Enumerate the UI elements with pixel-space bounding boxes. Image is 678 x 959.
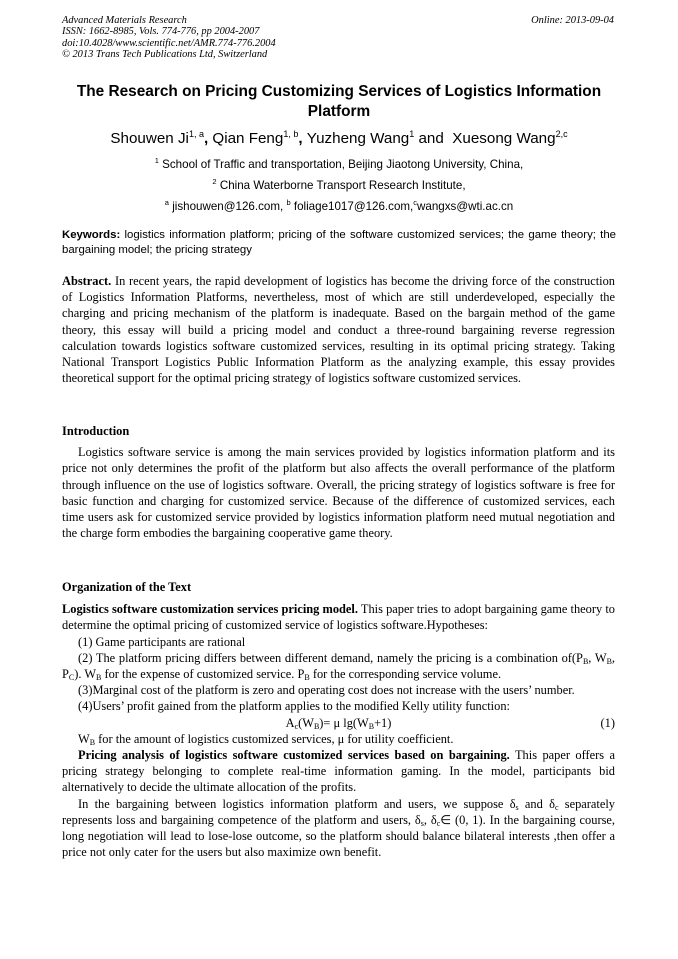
organization-heading: Organization of the Text [62,580,192,594]
email-text: jishouwen@126.com, [172,200,284,213]
author-sup: 1 [409,129,415,139]
affiliation-text: China Waterborne Transport Research Institute, [219,179,466,192]
organization-section [62,579,615,860]
author-name: Yuzheng Wang [306,130,410,147]
hypothesis-1: (1) Game participants are rational [78,634,246,649]
model-paragraph [62,601,615,633]
analysis-text: This paper offers a pricing strategy belonging to complete real-time information gaming. In the model, participants bid alternatively to decide the ultimate allocation of the profits. [62,748,616,795]
abstract-label: Abstract. [62,274,112,288]
author-name: Shouwen Ji [110,130,189,147]
doi-line: doi:10.4028/www.scientific.net/AMR.774-776.2004 [62,37,276,49]
author-sup: 1, b [283,129,299,139]
affiliation-1 [62,157,616,173]
author-name: Xuesong Wang [452,130,556,147]
email-line [62,199,616,215]
abstract [62,273,615,386]
affiliation-text: School of Traffic and transportation, Beijing Jiaotong University, China, [162,158,524,171]
bargaining-paragraph: In the bargaining between logistics information platform and users, we suppose $\delta_s$ and $\delta_c$ separately represents loss and bargaining competence of the platform and users, $\delta_s$, $\delta_c\in$ (0, 1). In the bargaining course, long negotiation will lead to lose-lose outcome, so the platform should balance bilateral interests ,then offer a price not only cater for the users but also maximize own benefit. [62,796,615,860]
email-sup: a [164,198,169,207]
copyright-line: © 2013 Trans Tech Publications Ltd, Switzerland [62,49,268,61]
journal-header [62,15,276,61]
email-text: wangxs@wti.ac.cn [417,200,514,213]
affiliation-2 [62,178,616,194]
journal-name: Advanced Materials Research [62,15,187,26]
equation-1: $A_c(W_B)= \mu$ $\lg(W_B+1)$ (1) [285,715,615,731]
introduction-text: Logistics software service is among the main services provided by logistics information platform and its price not only determines the profit of the platform but also affects the overall performance of the platform through influence on the use of logistics software. Overall, the pricing strategy of logistics software is free for basic function and charging for customized service. Because of the difference of customized services, each time users ask for customized service provided by logistics information platform need mutual negotiation and the charge form embodies the bargaining cooperative game theory. [62,445,615,541]
online-date: Online: 2013-09-04 [531,15,614,26]
analysis-label: Pricing analysis of logistics software customized services based on bargaining. [78,748,510,763]
keywords-label: Keywords: [62,229,121,241]
affiliation-sup: 2 [212,177,217,186]
paper-title: The Research on Pricing Customizing Services of Logistics Information Platform [76,83,602,120]
issn-line: ISSN: 1662-8985, Vols. 774-776, pp 2004-2007 [62,26,260,38]
affiliation-sup: 1 [154,156,159,165]
hypothesis-2: (2) The platform pricing differs between different demand, namely the pricing is a combination $of(P_B$, $W_B$, $P_C$). $W_B$ for the expense of customized service. $P_B$ for the corresponding service volume. [62,650,616,683]
author-sup: 2,c [555,129,568,139]
hypothesis-4: (4)Users’ profit gained from the platform applies to the modified Kelly utility function: [78,699,510,714]
model-label: Logistics software customization services pricing model. [62,602,358,617]
keywords-text: logistics information platform; pricing of the software customized services; the game theory; the bargaining model; the pricing strategy [62,229,616,256]
wb-definition: $W_B$ for the amount of logistics customized services, μ for utility coefficient. [78,731,454,747]
model-text: This paper tries to adopt bargaining game theory to determine the optimal pricing of customized service of logistics software.Hypotheses: [62,602,615,633]
keywords [62,228,616,258]
email-text: foliage1017@126.com, [293,200,414,213]
email-sup: b [286,198,291,207]
author-name: Qian Feng [212,130,284,147]
abstract-text: In recent years, the rapid development of logistics has become the driving force of the construction of Logistics Information Platforms, nevertheless, most of which are still underdeveloped, especially the charging and pricing mechanism of the platform is inadequate. Based on the bargain method of the game theory, this essay will build a pricing model and conduct a three-round bargaining reverse regression calculation towards logistics software customized services, resulting in its optimal pricing strategy. Taking National Transport Logistics Public Information Platform as the analyzing example, this essay provides theoretical support for the optimal pricing strategy of logistics software customized services. [62,274,615,386]
author-list: Shouwen Ji$^{1, a}$, Qian Feng$^{1, b}$, Yuzheng Wang$^1$ and Xuesong Wang$^{2,c}$ [110,129,568,147]
analysis-paragraph [62,747,615,796]
equation-number: (1) [600,715,615,730]
introduction-heading: Introduction [62,424,130,438]
introduction-section [62,423,615,541]
author-sup: 1, a [188,129,204,139]
hypothesis-3: (3)Marginal cost of the platform is zero and operating cost does not increase with the users’ number. [78,683,575,698]
email-sup: c [413,198,418,207]
